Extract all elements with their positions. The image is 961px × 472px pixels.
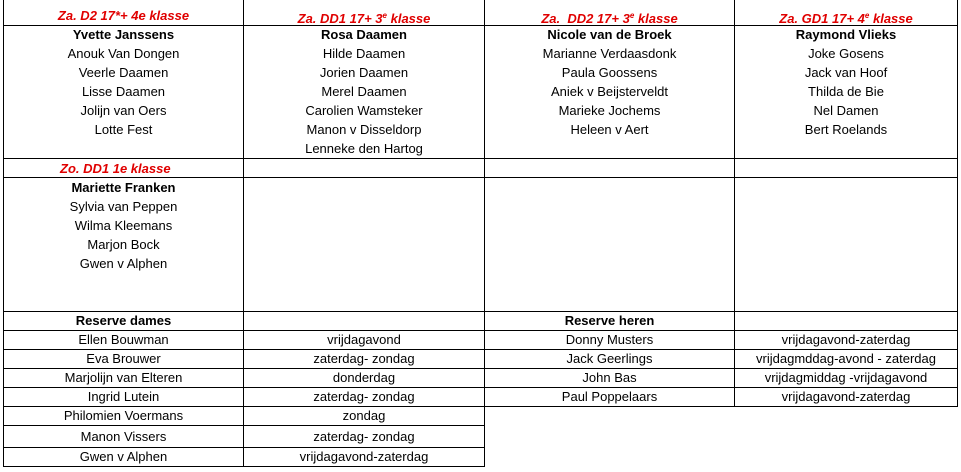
reserve-name: Donny Musters (565, 332, 654, 347)
reserve-dames-title: Reserve dames (75, 313, 172, 328)
team-header: Za. DD2 $17+ 3^e$ klasse (541, 11, 678, 26)
team-captain: Mariette Franken (71, 180, 176, 195)
team-member: Anouk Van Dongen (67, 46, 180, 61)
grid-line (3, 466, 485, 467)
team-member: Lenneke den Hartog (305, 141, 423, 156)
team-member: Heleen v Aert (570, 122, 649, 137)
team-member: Thilda de Bie (808, 84, 884, 99)
team-member: Veerle Daamen (78, 65, 169, 80)
reserve-name: Paul Poppelaars (561, 389, 658, 404)
team-member: Gwen v Alphen (79, 256, 168, 271)
grid-line (957, 0, 958, 406)
team-member: Wilma Kleemans (74, 218, 173, 233)
team-captain: Rosa Daamen (321, 27, 407, 42)
reserve-availability: donderdag (332, 370, 396, 385)
reserve-availability: vrijdagmddag-avond - zaterdag (756, 351, 936, 366)
reserve-name: Philomien Voermans (63, 408, 184, 423)
reserve-name: Gwen v Alphen (79, 449, 168, 464)
team-member: Marieke Jochems (558, 103, 661, 118)
reserve-name: Jack Geerlings (566, 351, 653, 366)
team-member: Marianne Verdaasdonk (542, 46, 677, 61)
reserve-availability: zondag (342, 408, 386, 423)
grid-line (3, 425, 485, 426)
team-member: Jorien Daamen (319, 65, 409, 80)
team-header: Za. GD1 $17+ 4^e$ klasse (779, 11, 913, 26)
reserve-heren-title: Reserve heren (564, 313, 655, 328)
team-captain: Raymond Vlieks (795, 27, 897, 42)
team-member: Bert Roelands (804, 122, 888, 137)
team-member: Lisse Daamen (81, 84, 166, 99)
reserve-name: Ingrid Lutein (87, 389, 160, 404)
team-member: Lotte Fest (94, 122, 153, 137)
team-header: Zo. DD1 1e klasse (60, 161, 171, 176)
reserve-availability: zaterdag- zondag (313, 429, 415, 444)
reserve-availability: zaterdag- zondag (313, 351, 415, 366)
team-header: Za. DD1 $17+ 3^e$ klasse (297, 11, 431, 26)
team-member: Jolijn van Oers (80, 103, 167, 118)
team-captain: Yvette Janssens (72, 27, 175, 42)
team-header: Za. D2 17*+ 4e klasse (57, 8, 190, 23)
reserve-name: Ellen Bouwman (78, 332, 169, 347)
reserve-availability: vrijdagavond-zaterdag (781, 389, 911, 404)
reserve-availability: zaterdag- zondag (313, 389, 415, 404)
team-captain: Nicole van de Broek (547, 27, 672, 42)
team-member: Manon v Disseldorp (306, 122, 422, 137)
team-member: Joke Gosens (808, 46, 884, 61)
reserve-name: John Bas (582, 370, 637, 385)
team-member: Aniek v Beijsterveldt (550, 84, 669, 99)
reserve-name: Marjolijn van Elteren (64, 370, 183, 385)
team-member: Jack van Hoof (804, 65, 888, 80)
team-member: Carolien Wamsteker (305, 103, 423, 118)
team-member: Merel Daamen (321, 84, 407, 99)
reserve-availability: vrijdagavond (327, 332, 401, 347)
reserve-availability: vrijdagavond-zaterdag (299, 449, 429, 464)
team-member: Nel Damen (813, 103, 879, 118)
reserve-name: Manon Vissers (80, 429, 167, 444)
reserve-availability: vrijdagmiddag -vrijdagavond (764, 370, 928, 385)
reserve-name: Eva Brouwer (86, 351, 161, 366)
team-member: Hilde Daamen (322, 46, 406, 61)
team-member: Paula Goossens (561, 65, 658, 80)
team-member: Marjon Bock (87, 237, 160, 252)
reserve-availability: vrijdagavond-zaterdag (781, 332, 911, 347)
team-member: Sylvia van Peppen (69, 199, 178, 214)
